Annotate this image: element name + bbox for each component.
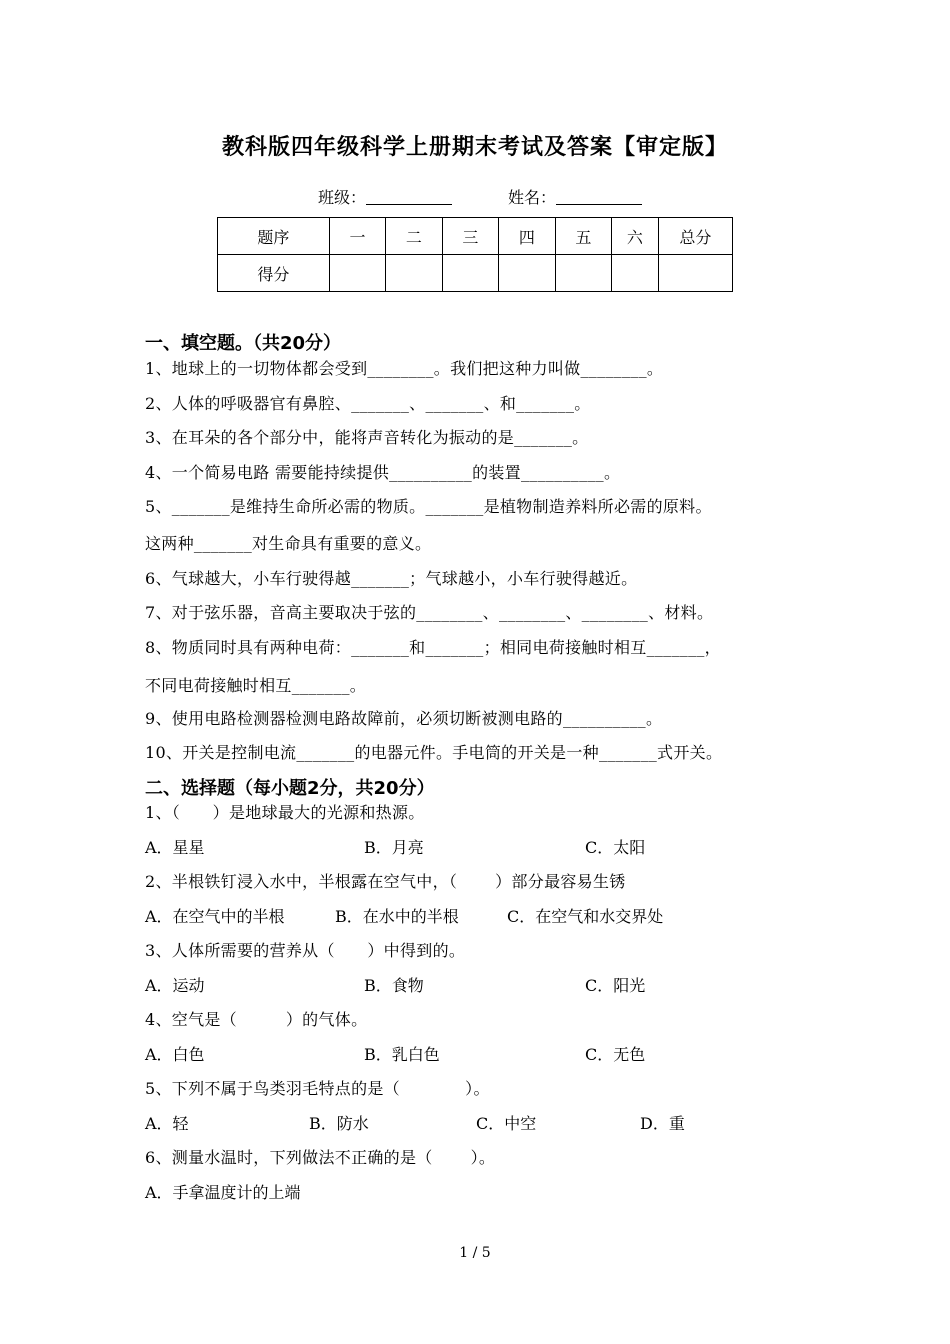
score-cell[interactable] — [612, 255, 659, 292]
choice-question: 4、空气是（ ）的气体。 — [145, 1010, 368, 1029]
choice-option[interactable]: B．月亮 — [364, 838, 424, 857]
choice-question: 3、人体所需要的营养从（ ）中得到的。 — [145, 941, 466, 960]
question-line: 8、物质同时具有两种电荷：_______和_______；相同电荷接触时相互_______， — [145, 638, 721, 657]
choice-option[interactable]: B．食物 — [364, 976, 424, 995]
question-line: 6、气球越大，小车行驶得越_______；气球越小，小车行驶得越近。 — [145, 569, 638, 588]
question-line: 7、对于弦乐器，音高主要取决于弦的________、________、________、材料。 — [145, 603, 714, 622]
score-cell[interactable] — [386, 255, 442, 292]
class-name-line — [318, 185, 642, 208]
table-cell: 总分 — [658, 218, 732, 255]
choice-question: 1、（ ）是地球最大的光源和热源。 — [145, 803, 425, 822]
choice-option[interactable]: C．中空 — [476, 1114, 537, 1133]
table-cell: 四 — [499, 218, 555, 255]
question-line: 9、使用电路检测器检测电路故障前，必须切断被测电路的__________。 — [145, 709, 663, 728]
section-heading-choice: 二、选择题（每小题2分，共20分） — [145, 778, 435, 799]
choice-question: 6、测量水温时，下列做法不正确的是（ ）。 — [145, 1148, 496, 1167]
score-cell[interactable] — [555, 255, 611, 292]
choice-option[interactable]: C．太阳 — [585, 838, 646, 857]
table-cell: 一 — [329, 218, 385, 255]
choice-question: 2、半根铁钉浸入水中，半根露在空气中，（ ）部分最容易生锈 — [145, 872, 626, 891]
question-line: 5、_______是维持生命所必需的物质。_______是植物制造养料所必需的原料。 — [145, 497, 712, 516]
choice-option[interactable]: A．手拿温度计的上端 — [145, 1183, 301, 1202]
question-line: 2、人体的呼吸器官有鼻腔、_______、_______、和_______。 — [145, 394, 591, 413]
table-cell: 二 — [386, 218, 442, 255]
name-blank[interactable] — [556, 188, 642, 205]
score-table-header-row — [218, 218, 733, 255]
choice-option[interactable]: C．在空气和水交界处 — [507, 907, 664, 926]
section-heading-fill-blank: 一、填空题。（共20分） — [145, 333, 342, 354]
choice-option[interactable]: A．白色 — [145, 1045, 205, 1064]
class-blank[interactable] — [366, 188, 452, 205]
question-line: 4、一个简易电路 需要能持续提供__________的装置__________。 — [145, 463, 621, 482]
choice-option[interactable]: A．运动 — [145, 976, 205, 995]
choice-option[interactable]: D．重 — [640, 1114, 685, 1133]
page-number: 1 / 5 — [459, 1245, 491, 1261]
score-table — [217, 217, 733, 292]
choice-option[interactable]: A．在空气中的半根 — [145, 907, 285, 926]
table-cell: 五 — [555, 218, 611, 255]
score-cell[interactable] — [329, 255, 385, 292]
choice-option[interactable]: C．无色 — [585, 1045, 646, 1064]
choice-question: 5、下列不属于鸟类羽毛特点的是（ ）。 — [145, 1079, 490, 1098]
choice-option[interactable]: B．防水 — [309, 1114, 369, 1133]
choice-option[interactable]: A．轻 — [145, 1114, 189, 1133]
score-table-score-row — [218, 255, 733, 292]
page-title: 教科版四年级科学上册期末考试及答案【审定版】 — [221, 135, 728, 160]
table-cell: 得分 — [218, 255, 330, 292]
class-label: 班级： — [318, 188, 367, 207]
choice-option[interactable]: A．星星 — [145, 838, 205, 857]
table-cell: 题序 — [218, 218, 330, 255]
score-cell[interactable] — [442, 255, 498, 292]
choice-option[interactable]: B．乳白色 — [364, 1045, 440, 1064]
choice-option[interactable]: B．在水中的半根 — [335, 907, 459, 926]
score-cell[interactable] — [499, 255, 555, 292]
question-line: 1、地球上的一切物体都会受到________。我们把这种力叫做________。 — [145, 359, 664, 378]
question-line: 10、开关是控制电流_______的电器元件。手电筒的开关是一种_______式开关。 — [145, 743, 723, 762]
name-label: 姓名： — [508, 188, 557, 207]
question-line: 这两种_______对生命具有重要的意义。 — [145, 534, 432, 553]
choice-option[interactable]: C．阳光 — [585, 976, 646, 995]
table-cell: 三 — [442, 218, 498, 255]
question-line: 3、在耳朵的各个部分中，能将声音转化为振动的是_______。 — [145, 428, 589, 447]
score-cell[interactable] — [658, 255, 732, 292]
table-cell: 六 — [612, 218, 659, 255]
question-line: 不同电荷接触时相互_______。 — [145, 676, 367, 695]
